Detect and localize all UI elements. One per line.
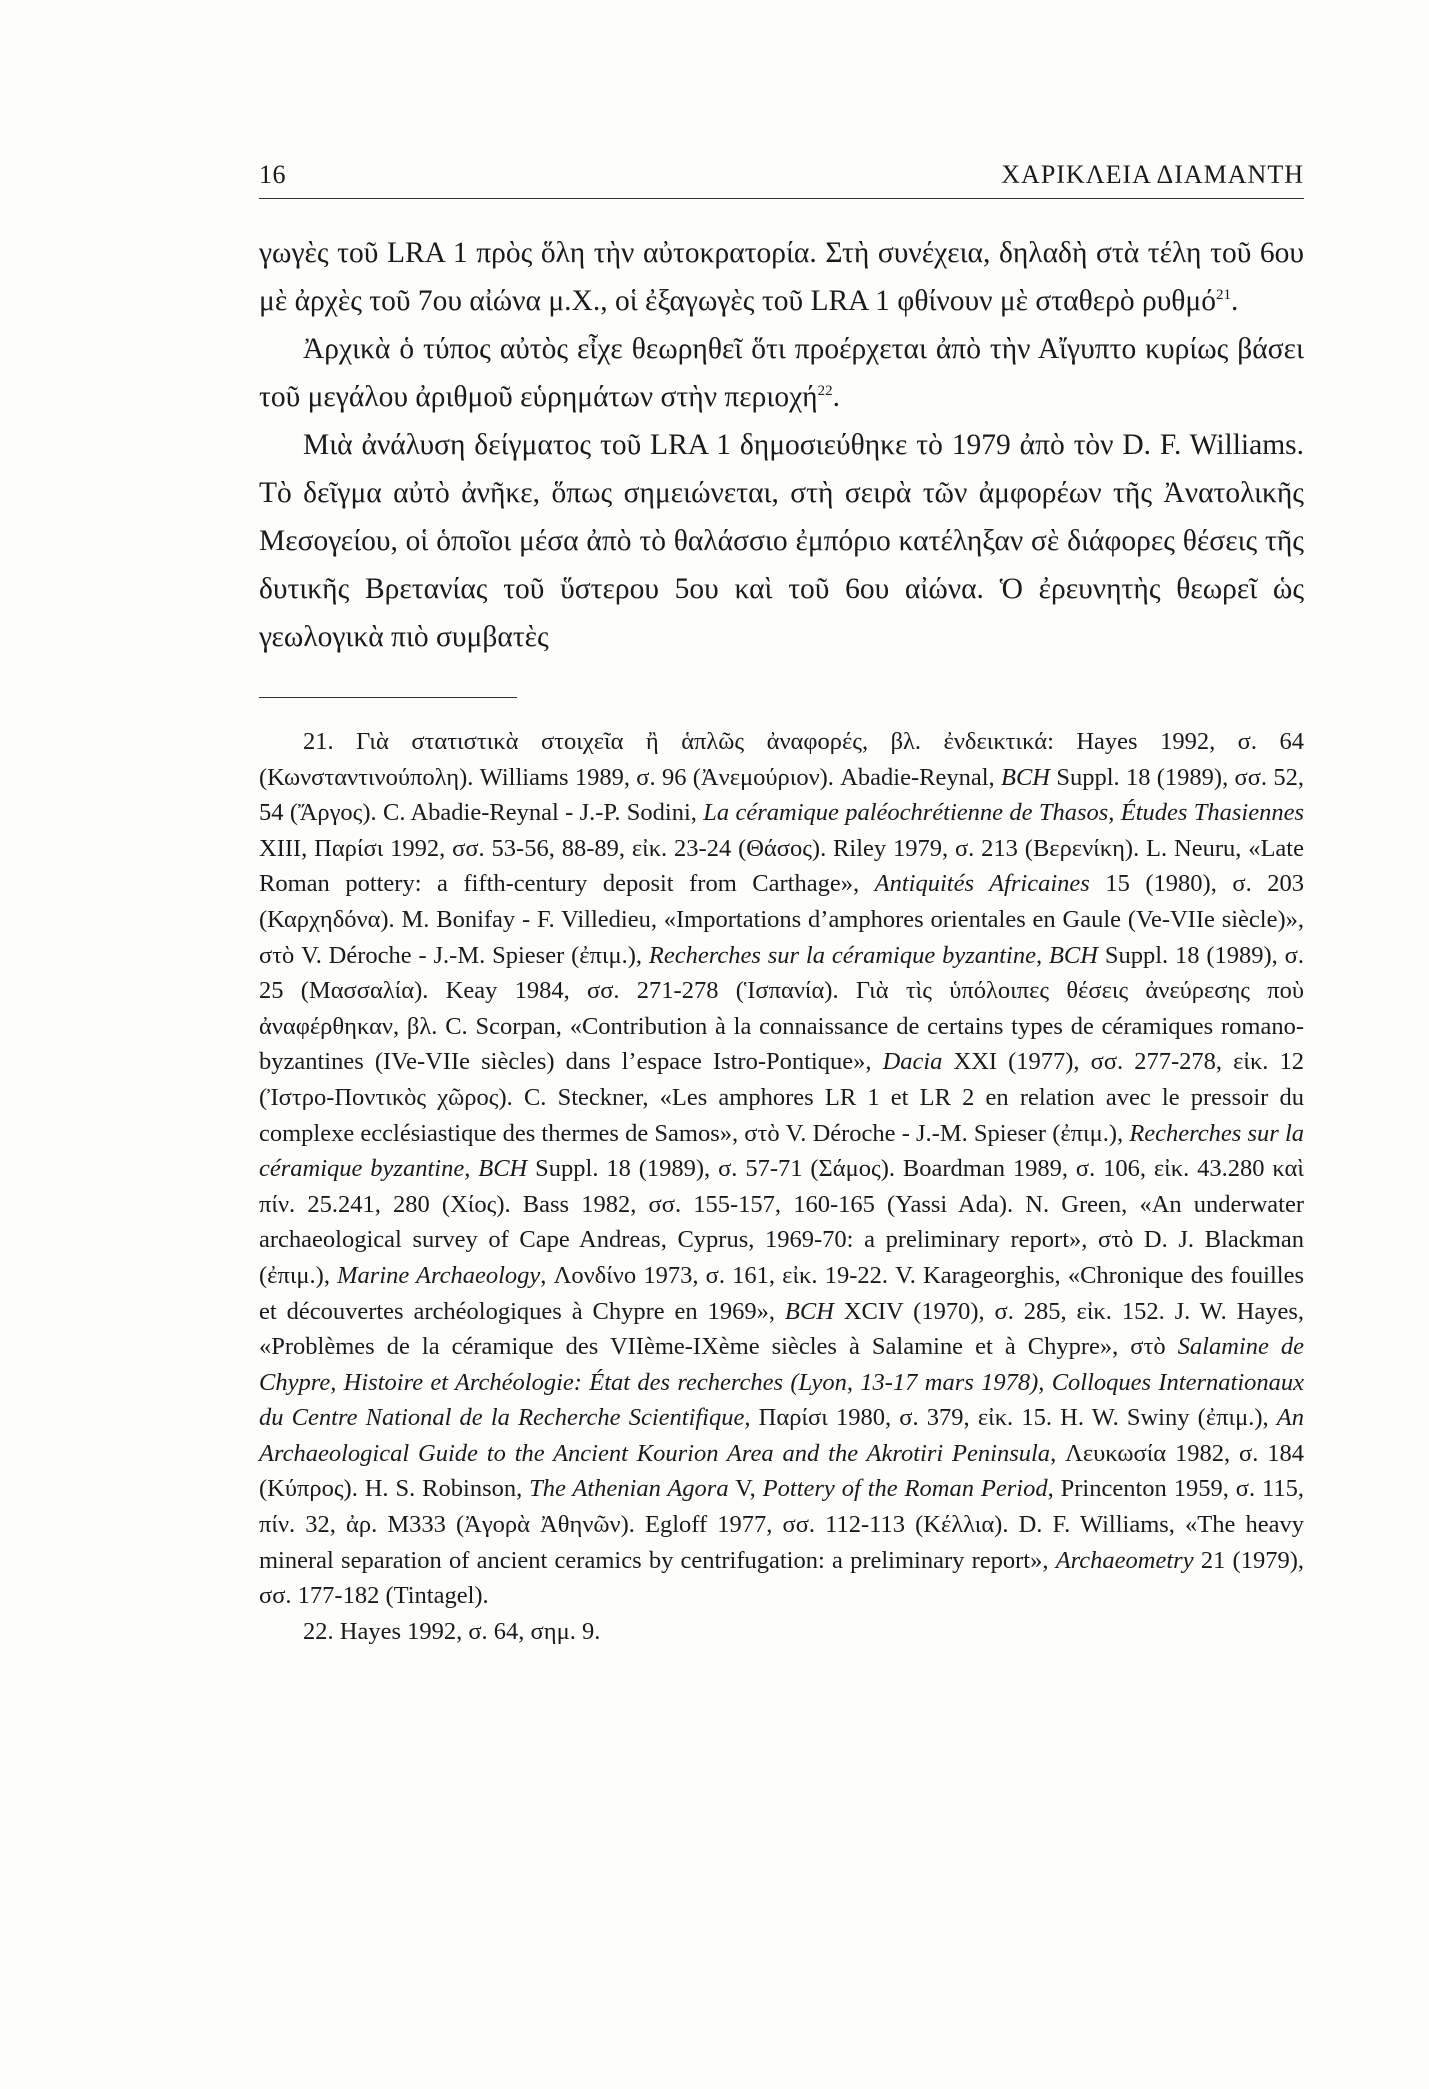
footnote-21-italic-run: Recherches sur la céramique byzantine, BCH (648, 941, 1098, 969)
footnote-21-run: Suppl. 18 (1989), σ. 57-71 (Σάμος). Boardman 1989, σ. 106, εἰκ. 43.280 καὶ πίν. 25.241, 280 (Χίος). Bass 1982, σσ. 155-157, 160-165 (Yassi Ada). N. Green, «An underwater archaeological survey of Cape Andreas, Cyprus, 1969-70: a preliminary report», στὸ D. J. Blackman (ἐπιμ.), (259, 1155, 1304, 1289)
paragraph-1-end: . (1231, 285, 1239, 317)
paragraph-3: Μιὰ ἀνάλυση δείγματος τοῦ LRA 1 δημοσιεύθηκε τὸ 1979 ἀπὸ τὸν D. F. Williams. Τὸ δεῖγμα αὐτὸ ἀνῆκε, ὅπως σημειώνεται, στὴ σειρὰ τῶν ἀμφορέων τῆς Ἀνατολικῆς Μεσογείου, οἱ ὁποῖοι μέσα ἀπὸ τὸ θαλάσσιο ἐμπόριο κατέληξαν σὲ διάφορες θέσεις τῆς δυτικῆς Βρετανίας τοῦ ὕστερου 5ου καὶ τοῦ 6ου αἰώνα. Ὁ ἐρευνητὴς θεωρεῖ ὡς γεωλογικὰ πιὸ συμβατὲς (259, 429, 1304, 653)
footnote-ref-21[interactable]: 21 (1216, 287, 1231, 304)
paragraph-2-text: Ἀρχικὰ ὁ τύπος αὐτὸς εἶχε θεωρηθεῖ ὅτι προέρχεται ἀπὸ τὴν Αἴγυπτο κυρίως βάσει τοῦ μεγάλου ἀριθμοῦ εὑρημάτων στὴν περιοχή (259, 333, 1304, 413)
footnote-21-run: , Λευκωσία 1982, σ. 184 (Κύπρος). H. S. Robinson, (259, 1439, 1304, 1503)
footnote-21-run: , Princenton 1959, σ. 115, πίν. 32, ἀρ. M333 (Ἀγορὰ Ἀθηνῶν). Egloff 1977, σσ. 112-113 (Κέλλια). D. F. Williams, «The heavy mineral separation of ancient ceramics by centrifugation: a preliminary report», (259, 1475, 1304, 1574)
footnote-22: 22. Hayes 1992, σ. 64, σημ. 9. (303, 1617, 601, 1645)
paragraph-2 (259, 325, 1304, 421)
footnote-21-run: XXI (1977), σσ. 277-278, εἰκ. 12 (Ἰστρο-Ποντικὸς χῶρος). C. Steckner, «Les amphores LR 1 et LR 2 en relation avec le pressoir du complexe ecclésiastique des thermes de Samos», στὸ V. Déroche - J.-M. Spieser (ἐπιμ.), (259, 1048, 1304, 1147)
paragraph-1 (259, 229, 1304, 325)
footnote-21-italic-run: Marine Archaeology (337, 1261, 541, 1289)
footnote-21-italic-run: La céramique paléochrétienne de Thasos, Études Thasiennes (703, 799, 1305, 827)
footnote-21-italic-run: Recherches sur la céramique byzantine, BCH (259, 1119, 1305, 1183)
footnote-ref-22[interactable]: 22 (817, 383, 833, 400)
footnotes (259, 724, 1304, 1649)
running-title: ΧΑΡΙΚΛΕΙΑ ΔΙΑΜΑΝΤΗ (1001, 160, 1304, 189)
footnote-21-italic-run: An Archaeological Guide to the Ancient Kourion Area and the Akrotiri Peninsula (259, 1404, 1305, 1467)
footnote-21-italic-run: BCH (1001, 763, 1050, 791)
paragraph-1-text: γωγὲς τοῦ LRA 1 πρὸς ὅλη τὴν αὐτοκρατορία. Στὴ συνέχεια, δηλαδὴ στὰ τέλη τοῦ 6ου μὲ ἀρχὲς τοῦ 7ου αἰώνα μ.Χ., οἱ ἐξαγωγὲς τοῦ LRA 1 φθίνουν μὲ σταθερὸ ρυθμό (259, 237, 1304, 317)
footnote-21 (259, 724, 1304, 1614)
footnote-21-italic-run: Archaeometry (1055, 1546, 1194, 1574)
footnote-21-run: , Παρίσι 1980, σ. 379, εἰκ. 15. H. W. Swiny (ἐπιμ.), (744, 1404, 1277, 1432)
footnote-21-run: 21 (1979), σσ. 177-182 (Tintagel). (259, 1546, 1304, 1610)
footnote-21-run: Suppl. 18 (1989), σ. 25 (Μασσαλία). Keay 1984, σσ. 271-278 (Ἱσπανία). Γιὰ τὶς ὑπόλοιπες θέσεις ἀνεύρεσης ποὺ ἀναφέρθηκαν, βλ. C. Scorpan, «Contribution à la connaissance de certains types de céramiques romano-byzantines (IVe-VIIe siècles) dans l’espace Istro-Pontique», (259, 941, 1304, 1076)
footnote-21-run: 15 (1980), σ. 203 (Καρχηδόνα). M. Bonifay - F. Villedieu, «Importations d’amphores orientales en Gaule (Ve-VIIe siècle)», στὸ V. Déroche - J.-M. Spieser (ἐπιμ.), (259, 870, 1304, 969)
running-header (259, 160, 1304, 199)
footnote-21-run: 21. Γιὰ στατιστικὰ στοιχεῖα ἢ ἁπλῶς ἀναφορές, βλ. ἐνδεικτικά: Hayes 1992, σ. 64 (Κωνσταντινούπολη). Williams 1989, σ. 96 (Ἀνεμούριον). Abadie-Reynal, (259, 728, 1304, 791)
footnote-21-run: , Λονδίνο 1973, σ. 161, εἰκ. 19-22. V. Karageorghis, «Chronique des fouilles et découvertes archéologiques à Chypre en 1969», (259, 1261, 1305, 1325)
footnote-21-run: Suppl. 18 (1989), σσ. 52, 54 (Ἄργος). C. Abadie-Reynal - J.-P. Sodini, (259, 763, 1304, 827)
footnote-21-italic-run: Antiquités Africaines (874, 870, 1090, 898)
footnote-21-italic-run: BCH (784, 1297, 834, 1325)
main-text (259, 229, 1304, 661)
footnote-21-italic-run: Pottery of the Roman Period (762, 1475, 1048, 1503)
paragraph-2-end: . (832, 381, 840, 413)
page-number: 16 (259, 160, 286, 189)
page (259, 160, 1304, 1649)
footnote-21-italic-run: Dacia (882, 1048, 943, 1076)
footnote-separator (259, 697, 517, 698)
footnote-21-run: XCIV (1970), σ. 285, εἰκ. 152. J. W. Hayes, «Problèmes de la céramique des VIIème-IXème siècles à Salamine et à Chypre», στὸ (259, 1297, 1305, 1361)
footnote-21-italic-run: The Athenian Agora (529, 1475, 729, 1503)
footnote-21-run: XIII, Παρίσι 1992, σσ. 53-56, 88-89, εἰκ. 23-24 (Θάσος). Riley 1979, σ. 213 (Βερενίκη). L. Neuru, «Late Roman pottery: a fifth-century deposit from Carthage», (259, 834, 1304, 898)
footnote-21-run: V, (728, 1475, 763, 1503)
footnote-21-italic-run: Salamine de Chypre, Histoire et Archéologie: État des recherches (Lyon, 13-17 mars 1978), Colloques Internationaux du Centre National de la Recherche Scientifique (259, 1333, 1304, 1432)
